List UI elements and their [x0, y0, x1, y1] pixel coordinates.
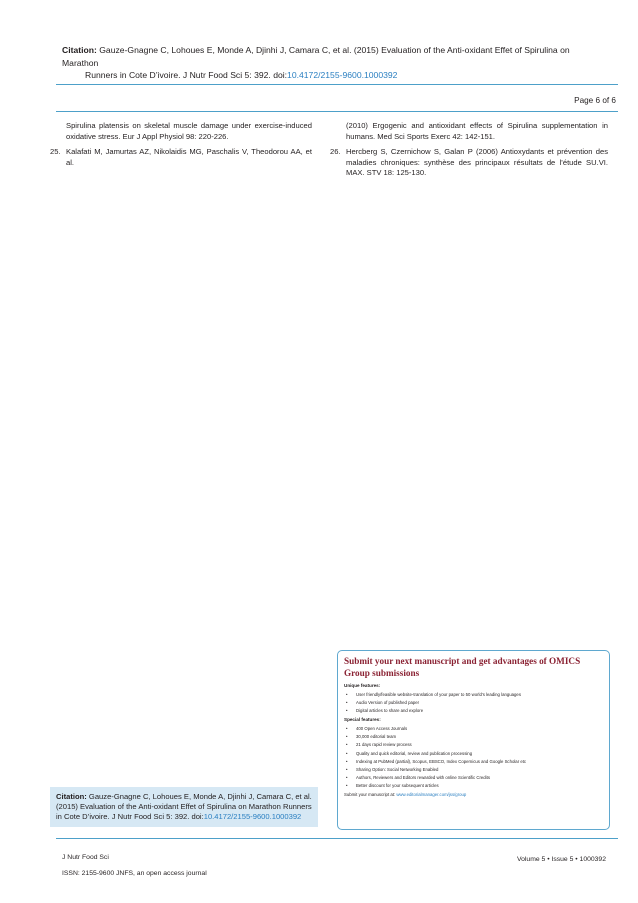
list-item-text: Better discount for your subsequent articles	[356, 782, 439, 788]
list-item: • User friendly/feasible website-translation of your paper to 50 world’s leading languages	[346, 692, 521, 697]
list-item: • 21 days rapid review process	[346, 742, 412, 748]
submit-line	[344, 792, 603, 797]
unique-features-list	[344, 691, 603, 715]
special-features-label: Special features:	[344, 717, 381, 723]
list-item-text: Quality and quick editorial, review and publication processing	[356, 750, 473, 756]
submit-url-link[interactable]: www.editorialmanager.com/jss/group	[396, 792, 467, 798]
footer-rule	[56, 838, 618, 839]
list-item: • Audio Version of published paper	[346, 700, 420, 706]
list-item-text: Audio Version of published paper	[356, 700, 420, 706]
citation-box-doi-link[interactable]: 10.4172/2155-9600.1000392	[203, 812, 302, 822]
header-citation	[62, 44, 582, 82]
references-right-column	[330, 121, 608, 184]
reference-item	[50, 121, 312, 142]
reference-text: Kalafati M, Jamurtas AZ, Nikolaidis MG, Paschalis V, Theodorou AA, et al.	[66, 147, 312, 167]
footer-journal-info	[62, 850, 207, 882]
citation-line2	[62, 69, 582, 82]
list-item: • 30,000 editorial team	[346, 734, 397, 740]
citation-text-line2: Runners in Cote D’ivoire. J Nutr Food Sci 5: 392. doi:	[85, 70, 288, 80]
references-left-column	[50, 121, 312, 173]
list-item-text: 30,000 editorial team	[356, 734, 397, 740]
reference-text: (2010) Ergogenic and antioxidant effects of Spirulina supplementation in humans. Med Sci Sports Exerc 42: 142-151.	[346, 121, 608, 141]
list-item: • Digital articles to share and explore	[346, 708, 424, 714]
citation-box	[50, 787, 318, 827]
footer-volume: Volume 5 • Issue 5 • 1000392	[516, 856, 606, 863]
citation-text-line1: Gauze-Gnagne C, Lohoues E, Monde A, Djinhi J, Camara C, et al. (2015) Evaluation of the Anti-oxidant Effet of Spirulina on Marathon	[62, 45, 570, 68]
citation-box-label: Citation:	[56, 792, 87, 801]
reference-item	[330, 147, 608, 179]
list-item: • Better discount for your subsequent articles	[346, 782, 439, 788]
advert-heading: Submit your next manuscript and get advantages of OMICS Group submissions	[344, 656, 581, 678]
header-rule-bottom	[56, 111, 618, 112]
submission-advert-box	[337, 650, 610, 830]
list-item-text: Digital articles to share and explore	[356, 708, 424, 714]
list-item: • Quality and quick editorial, review and publication processing	[346, 750, 473, 756]
list-item-text: Indexing at PubMed (partial), Scopus, EBSCO, Index Copernicus and Google Scholar etc	[356, 758, 527, 764]
footer-journal: J Nutr Food Sci	[62, 854, 109, 861]
page-number: Page 6 of 6	[574, 96, 616, 105]
citation-doi-link[interactable]: 10.4172/2155-9600.1000392	[287, 70, 398, 80]
reference-number: 25.	[50, 147, 61, 157]
reference-item	[330, 121, 608, 142]
footer-issn: ISSN: 2155-9600 JNFS, an open access journal	[62, 870, 207, 877]
reference-number: 26.	[330, 147, 341, 157]
reference-item	[50, 147, 312, 168]
list-item: • Indexing at PubMed (partial), Scopus, EBSCO, Index Copernicus and Google Scholar etc	[346, 758, 527, 764]
list-item-text: User friendly/feasible website-translation of your paper to 50 world’s leading languages	[356, 692, 521, 697]
list-item-text: Sharing Option: Social Networking Enabled	[356, 766, 439, 772]
list-item-text: 21 days rapid review process	[356, 742, 412, 748]
unique-features-label: Unique features:	[344, 683, 381, 688]
reference-text: Hercberg S, Czernichow S, Galan P (2006) Antioxydants et prévention des maladies chroniques: synthèse des principaux résultats de l’étude SU.VI. MAX. STV 18: 125-130.	[346, 147, 608, 178]
header-rule-top	[56, 84, 618, 85]
citation-label: Citation:	[62, 45, 97, 55]
reference-text: Spirulina platensis on skeletal muscle damage under exercise-induced oxidative stress. Eur J Appl Physiol 98: 220-226.	[66, 121, 312, 141]
citation-box-text: Gauze-Gnagne C, Lohoues E, Monde A, Djinhi J, Camara C, et al. (2015) Evaluation of the Anti-oxidant Effet of Spirulina on Marathon Runners in Cote D’ivoire. J Nutr Food Sci 5: 392. doi:	[56, 792, 312, 822]
list-item: • Sharing Option: Social Networking Enabled	[346, 766, 439, 772]
list-item-text: Authors, Reviewers and Editors rewarded with online Scientific Credits	[356, 774, 490, 780]
list-item: • Authors, Reviewers and Editors rewarded with online Scientific Credits	[346, 774, 490, 780]
submit-text: Submit your manuscript at:	[344, 792, 396, 798]
list-item-text: 400 Open Access Journals	[356, 726, 408, 732]
special-features-list	[344, 725, 603, 790]
list-item: • 400 Open Access Journals	[346, 726, 408, 732]
